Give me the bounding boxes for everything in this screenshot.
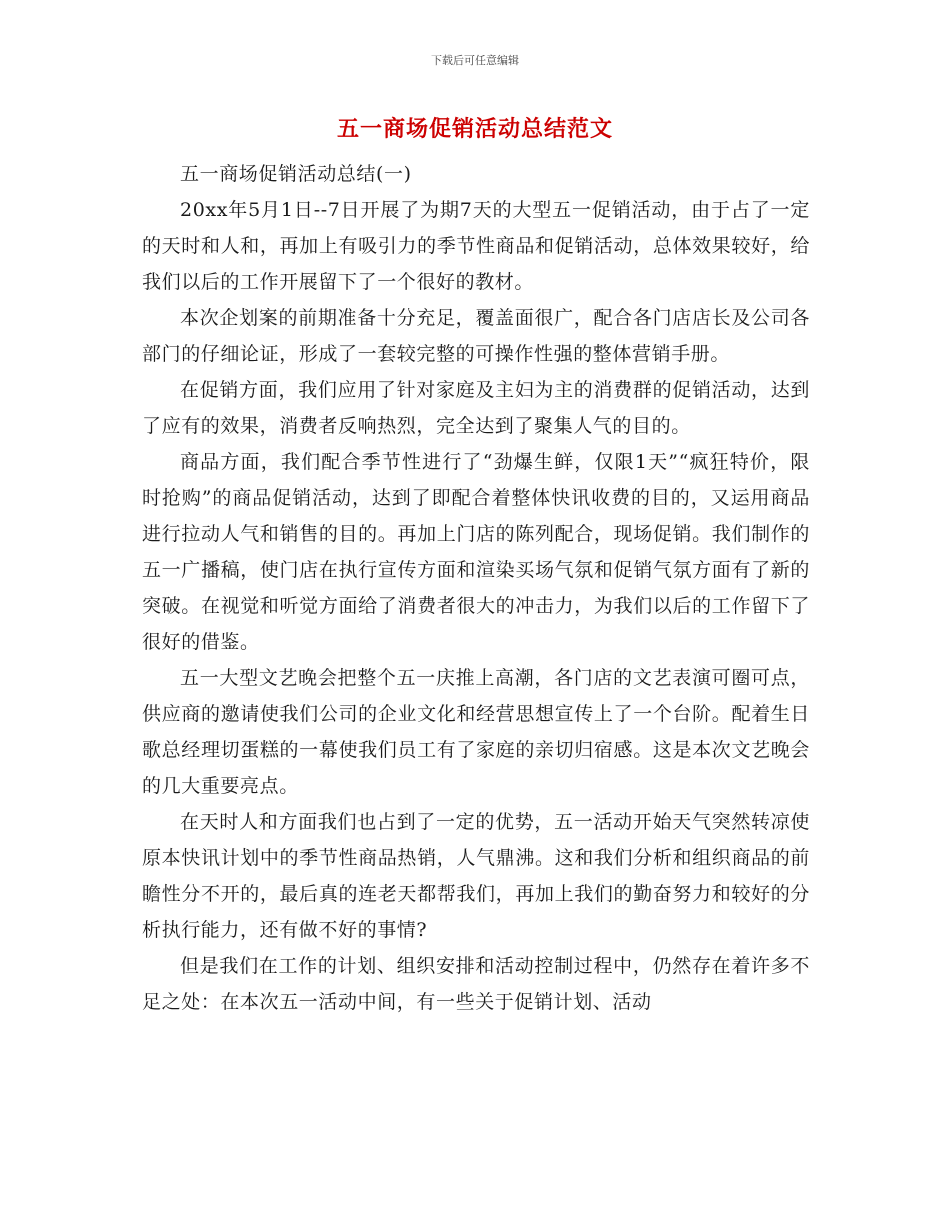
document-title: 五一商场促销活动总结范文	[336, 117, 613, 142]
document-body	[142, 156, 810, 1020]
paragraph: 但是我们在工作的计划、组织安排和活动控制过程中，仍然存在着许多不足之处：在本次五一活动中间，有一些关于促销计划、活动	[142, 955, 810, 1013]
paragraph: 在天时人和方面我们也占到了一定的优势，五一活动开始天气突然转凉使原本快讯计划中的季节性商品热销，人气鼎沸。这和我们分析和组织商品的前瞻性分不开的，最后真的连老天都帮我们，再加上我们的勤奋努力和较好的分析执行能力，还有做不好的事情?	[142, 811, 810, 941]
section-subtitle: 五一商场促销活动总结(一)	[180, 163, 412, 185]
paragraph: 商品方面，我们配合季节性进行了“劲爆生鲜，仅限1天”“疯狂特价，限时抢购”的商品促销活动，达到了即配合着整体快讯收费的目的，又运用商品进行拉动人气和销售的目的。再加上门店的陈列配合，现场促销。我们制作的五一广播稿，使门店在执行宣传方面和渲染买场气氛和促销气氛方面有了新的突破。在视觉和听觉方面给了消费者很大的冲击力，为我们以后的工作留下了很好的借鉴。	[142, 451, 810, 653]
paragraph: 20xx年5月1日--7日开展了为期7天的大型五一促销活动，由于占了一定的天时和人和，再加上有吸引力的季节性商品和促销活动，总体效果较好，给我们以后的工作开展留下了一个很好的教材。	[142, 199, 810, 293]
paragraph: 在促销方面，我们应用了针对家庭及主妇为主的消费群的促销活动，达到了应有的效果，消费者反响热烈，完全达到了聚集人气的目的。	[142, 379, 810, 437]
paragraph: 本次企划案的前期准备十分充足，覆盖面很广，配合各门店店长及公司各部门的仔细论证，形成了一套较完整的可操作性强的整体营销手册。	[142, 307, 810, 365]
header-note: 下载后可任意编辑	[431, 54, 519, 67]
paragraph: 五一大型文艺晚会把整个五一庆推上高潮，各门店的文艺表演可圈可点，供应商的邀请使我们公司的企业文化和经营思想宣传上了一个台阶。配着生日歌总经理切蛋糕的一幕使我们员工有了家庭的亲切归宿感。这是本次文艺晚会的几大重要亮点。	[142, 667, 810, 797]
